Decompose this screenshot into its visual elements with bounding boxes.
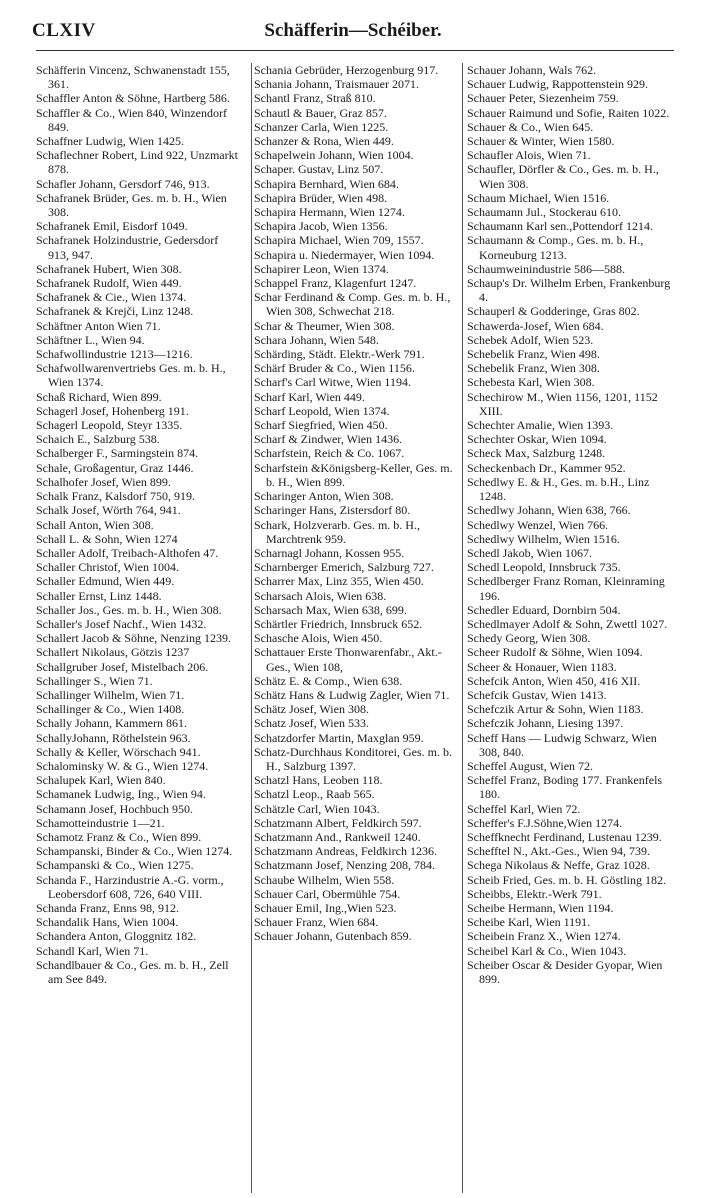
directory-entry: Schaumann & Comp., Ges. m. b. H., Korneuburg 1213. [467, 233, 644, 262]
directory-entry: Scheffel Karl, Wien 72. [467, 801, 581, 816]
directory-entry: Scheib Fried, Ges. m. b. H. Göstling 182. [467, 872, 666, 887]
directory-entry: Schaß Richard, Wien 899. [36, 389, 162, 404]
directory-entry: Scharinger Anton, Wien 308. [254, 489, 394, 504]
directory-entry: Schapira Bernhard, Wien 684. [254, 176, 399, 191]
directory-entry: Schale, Großagentur, Graz 1446. [36, 460, 194, 475]
directory-entry: Schatzl Hans, Leoben 118. [254, 773, 383, 788]
directory-entry: Scheffknecht Ferdinand, Lustenau 1239. [467, 829, 662, 844]
page-number: CLXIV [32, 20, 96, 41]
directory-entry: Schaflechner Robert, Lind 922, Unzmarkt 878. [36, 148, 238, 177]
directory-entry: Schanda F., Harzindustrie A.-G. vorm., Leobersdorf 608, 726, 640 VIII. [36, 872, 224, 901]
directory-entry: Schedlmayer Adolf & Sohn, Zwettl 1027. [467, 616, 668, 631]
directory-entry: Schapira Jacob, Wien 1356. [254, 219, 388, 234]
directory-entry: Schaumann Karl sen.,Pottendorf 1214. [467, 219, 653, 234]
directory-entry: Schedlwy Wenzel, Wien 766. [467, 517, 609, 532]
directory-entry: Schauer Johann, Wals 762. [467, 63, 597, 77]
directory-entry: Schandalik Hans, Wien 1004. [36, 915, 179, 930]
directory-entry: Schally & Keller, Wörschach 941. [36, 744, 201, 759]
directory-entry: Schania Gebrüder, Herzogenburg 917. [254, 63, 439, 77]
directory-entry: Schefczik Artur & Sohn, Wien 1183. [467, 702, 644, 717]
directory-entry: Schanda Franz, Enns 98, 912. [36, 900, 179, 915]
directory-entry: Scheffel Franz, Boding 177. Frankenfels 180. [467, 773, 663, 802]
directory-entry: Schallinger & Co., Wien 1408. [36, 702, 185, 717]
directory-entry: Schefftel N., Akt.-Ges., Wien 94, 739. [467, 844, 651, 859]
directory-entry: Schedlwy Johann, Wien 638, 766. [467, 503, 631, 518]
column-2 [251, 63, 457, 1193]
directory-entry: Schalk Josef, Wörth 764, 941. [36, 503, 181, 518]
directory-entry: Scharf Leopold, Wien 1374. [254, 403, 390, 418]
directory-entry: Schäfferin Vincenz, Schwanenstadt 155, 361. [36, 63, 230, 92]
directory-entry: Schauer Peter, Siezenheim 759. [467, 91, 619, 106]
directory-entry: Schefczik Johann, Liesing 1397. [467, 716, 624, 731]
directory-entry: Schauer Franz, Wien 684. [254, 915, 379, 930]
directory-entry: Schandl Karl, Wien 71. [36, 943, 149, 958]
directory-entry: Schätz Josef, Wien 308. [254, 702, 369, 717]
directory-entry: Schäftner L., Wien 94. [36, 332, 145, 347]
directory-entry: Scheck Max, Salzburg 1248. [467, 446, 606, 461]
directory-entry: Schedl Leopold, Innsbruck 735. [467, 560, 621, 575]
column-3 [462, 63, 674, 1193]
running-title: Schäfferin—Schéiber. [264, 20, 442, 41]
directory-entry: Schauer & Co., Wien 645. [467, 119, 594, 134]
directory-entry: Schätzle Carl, Wien 1043. [254, 801, 380, 816]
directory-entry: Schania Johann, Traismauer 2071. [254, 77, 419, 92]
directory-entry: Schafranek & Cie., Wien 1374. [36, 290, 187, 305]
directory-entry: Schätz Hans & Ludwig Zagler, Wien 71. [254, 687, 450, 702]
directory-entry: Schark, Holzverarb. Ges. m. b. H., Marchtrenk 959. [254, 517, 420, 546]
directory-entry: Schapirer Leon, Wien 1374. [254, 261, 389, 276]
directory-entry: Schara Johann, Wien 548. [254, 332, 379, 347]
directory-entry: Schefcik Gustav, Wien 1413. [467, 687, 607, 702]
directory-entry: Schebelik Franz, Wien 498. [467, 347, 600, 362]
directory-entry: Schaller's Josef Nachf., Wien 1432. [36, 616, 207, 631]
directory-entry: Scharf & Zindwer, Wien 1436. [254, 432, 403, 447]
directory-entry: Scharf Siegfried, Wien 450. [254, 418, 388, 433]
directory-entry: Schedlberger Franz Roman, Kleinraming 196. [467, 574, 665, 603]
directory-entry: Schattauer Erste Thonwarenfabr., Akt.-Ges., Wien 108, [254, 645, 442, 674]
directory-entry: Schärtler Friedrich, Innsbruck 652. [254, 616, 423, 631]
directory-entry: Schauer Carl, Obermühle 754. [254, 886, 401, 901]
directory-entry: Schafranek & Krejči, Linz 1248. [36, 304, 194, 319]
directory-entry: Schaffler & Co., Wien 840, Winzendorf 849. [36, 105, 227, 134]
directory-entry: SchallyJohann, Röthelstein 963. [36, 730, 191, 745]
directory-entry: Schauer Ludwig, Rappottenstein 929. [467, 77, 648, 92]
directory-entry: Schagerl Leopold, Steyr 1335. [36, 418, 183, 433]
page-header [0, 20, 706, 48]
directory-entry: Schatzmann And., Rankweil 1240. [254, 829, 421, 844]
directory-entry: Scheibe Karl, Wien 1191. [467, 915, 591, 930]
directory-entry: Schatzmann Josef, Nenzing 208, 784. [254, 858, 435, 873]
directory-entry: Schechter Amalie, Wien 1393. [467, 418, 614, 433]
directory-entry: Schafranek Hubert, Wien 308. [36, 261, 182, 276]
directory-entry: Schawerda-Josef, Wien 684. [467, 318, 604, 333]
directory-entry: Schedy Georg, Wien 308. [467, 631, 591, 646]
directory-entry: Schafranek Emil, Eisdorf 1049. [36, 219, 188, 234]
directory-entry: Schalk Franz, Kalsdorf 750, 919. [36, 489, 195, 504]
directory-entry: Schafwollwarenvertriebs Ges. m. b. H., Wien 1374. [36, 361, 226, 390]
directory-entry: Schaller Ernst, Linz 1448. [36, 588, 162, 603]
directory-entry: Schandera Anton, Gloggnitz 182. [36, 929, 197, 944]
directory-entry: Schäftner Anton Wien 71. [36, 318, 161, 333]
directory-entry: Schaller Christof, Wien 1004. [36, 560, 179, 575]
directory-entry: Scharfstein, Reich & Co. 1067. [254, 446, 405, 461]
directory-entry: Schallinger S., Wien 71. [36, 673, 153, 688]
directory-entry: Scheer & Honauer, Wien 1183. [467, 659, 617, 674]
directory-entry: Schatzmann Andreas, Feldkirch 1236. [254, 844, 437, 859]
directory-entry: Schamotteindustrie 1—21. [36, 815, 165, 830]
directory-entry: Scheiber Oscar & Desider Gyopar, Wien 899. [467, 957, 663, 986]
directory-entry: Scheckenbach Dr., Kammer 952. [467, 460, 626, 475]
directory-entry: Schauer Johann, Gutenbach 859. [254, 929, 412, 944]
directory-entry: Scharrer Max, Linz 355, Wien 450. [254, 574, 424, 589]
directory-entry: Schaller Adolf, Treibach-Althofen 47. [36, 545, 219, 560]
directory-entry: Schedler Eduard, Dornbirn 504. [467, 602, 621, 617]
directory-entry: Scharnberger Emerich, Salzburg 727. [254, 560, 434, 575]
directory-entry: Scheff Hans — Ludwig Schwarz, Wien 308, 840. [467, 730, 657, 759]
directory-entry: Schapelwein Johann, Wien 1004. [254, 148, 414, 163]
directory-entry: Schega Nikolaus & Neffe, Graz 1028. [467, 858, 650, 873]
directory-entry: Schaffner Ludwig, Wien 1425. [36, 134, 185, 149]
directory-entry: Schappel Franz, Klagenfurt 1247. [254, 276, 417, 291]
directory-entry: Schaumann Jul., Stockerau 610. [467, 205, 621, 220]
directory-entry: Schafranek Holzindustrie, Gedersdorf 913, 947. [36, 233, 219, 262]
directory-entry: Scheibein Franz X., Wien 1274. [467, 929, 621, 944]
directory-entry: Schaller Edmund, Wien 449. [36, 574, 175, 589]
directory-entry: Schallgruber Josef, Mistelbach 206. [36, 659, 209, 674]
directory-entry: Schampanski, Binder & Co., Wien 1274. [36, 844, 233, 859]
directory-entry: Schapira u. Niedermayer, Wien 1094. [254, 247, 435, 262]
directory-entry: Schedlwy Wilhelm, Wien 1516. [467, 531, 620, 546]
directory-entry: Schallert Jacob & Söhne, Nenzing 1239. [36, 631, 231, 646]
directory-entry: Schar Ferdinand & Comp. Ges. m. b. H., Wien 308, Schwechat 218. [254, 290, 451, 319]
directory-entry: Schaup's Dr. Wilhelm Erben, Frankenburg 4. [467, 276, 671, 305]
directory-entry: Schaumweinindustrie 586—588. [467, 261, 625, 276]
directory-entry: Scharnagl Johann, Kossen 955. [254, 545, 405, 560]
directory-entry: Schamotz Franz & Co., Wien 899. [36, 829, 202, 844]
directory-entry: Schaum Michael, Wien 1516. [467, 190, 610, 205]
directory-entry: Scheibel Karl & Co., Wien 1043. [467, 943, 627, 958]
directory-entry: Schagerl Josef, Hohenberg 191. [36, 403, 189, 418]
directory-entry: Schauer Emil, Ing.,Wien 523. [254, 900, 397, 915]
directory-entry: Schally Johann, Kammern 861. [36, 716, 187, 731]
directory-entry: Schaufler Alois, Wien 71. [467, 148, 591, 163]
directory-entry: Schautl & Bauer, Graz 857. [254, 105, 387, 120]
directory-entry: Schatzmann Albert, Feldkirch 597. [254, 815, 422, 830]
directory-entry: Schalberger F., Sarmingstein 874. [36, 446, 199, 461]
directory-entry: Schampanski & Co., Wien 1275. [36, 858, 194, 873]
directory-entry: Scheibbs, Elektr.-Werk 791. [467, 886, 602, 901]
directory-entry: Schall L. & Sohn, Wien 1274 [36, 531, 178, 546]
header-rule [36, 50, 674, 51]
directory-entry: Schallert Nikolaus, Götzis 1237 [36, 645, 190, 660]
directory-entry: Schallinger Wilhelm, Wien 71. [36, 687, 185, 702]
directory-entry: Schärding, Städt. Elektr.-Werk 791. [254, 347, 425, 362]
directory-entry: Scharinger Hans, Zistersdorf 80. [254, 503, 411, 518]
directory-entry: Schafranek Rudolf, Wien 449. [36, 276, 182, 291]
directory-entry: Schaich E., Salzburg 538. [36, 432, 160, 447]
directory-entry: Schasche Alois, Wien 450. [254, 631, 383, 646]
directory-entry: Schärf Bruder & Co., Wien 1156. [254, 361, 415, 376]
directory-entry: Schapira Brüder, Wien 498. [254, 190, 388, 205]
directory-entry: Schechirow M., Wien 1156, 1201, 1152 XIII. [467, 389, 658, 418]
directory-entry: Schatz Josef, Wien 533. [254, 716, 369, 731]
directory-entry: Schafranek Brüder, Ges. m. b. H., Wien 308. [36, 190, 227, 220]
directory-entry: Scheffer's F.J.Söhne,Wien 1274. [467, 815, 623, 830]
directory-entry: Schalupek Karl, Wien 840. [36, 773, 166, 788]
directory-entry: Scheffel August, Wien 72. [467, 758, 594, 773]
directory-entry: Schapira Michael, Wien 709, 1557. [254, 233, 424, 248]
directory-entry: Schebelik Franz, Wien 308. [467, 361, 600, 376]
directory-entry: Schalhofer Josef, Wien 899. [36, 474, 171, 489]
directory-entry: Scharf's Carl Witwe, Wien 1194. [254, 375, 411, 390]
directory-entry: Schafler Johann, Gersdorf 746, 913. [36, 176, 210, 191]
directory-entry: Schalominsky W. & G., Wien 1274. [36, 758, 209, 773]
directory-entry: Schedlwy E. & H., Ges. m. b.H., Linz 1248. [467, 474, 650, 504]
directory-entry: Schamann Josef, Hochbuch 950. [36, 801, 193, 816]
directory-entry: Schauperl & Godderinge, Gras 802. [467, 304, 640, 319]
directory-entry: Schaufler, Dörfler & Co., Ges. m. b. H., Wien 308. [467, 162, 659, 191]
directory-entry: Schapira Hermann, Wien 1274. [254, 205, 405, 220]
directory-entry: Scharsach Max, Wien 638, 699. [254, 602, 407, 617]
directory-entry: Schatzdorfer Martin, Maxglan 959. [254, 730, 424, 745]
directory-entry: Schechter Oskar, Wien 1094. [467, 432, 607, 447]
directory-entry: Schamanek Ludwig, Ing., Wien 94. [36, 787, 206, 802]
directory-entry: Schaffler Anton & Söhne, Hartberg 586. [36, 91, 230, 106]
directory-entry: Schätz E. & Comp., Wien 638. [254, 673, 403, 688]
directory-entry: Schall Anton, Wien 308. [36, 517, 154, 532]
directory-entry: Schaller Jos., Ges. m. b. H., Wien 308. [36, 602, 222, 617]
directory-entry: Schaper. Gustav, Linz 507. [254, 162, 384, 177]
directory-entry: Scharf Karl, Wien 449. [254, 389, 365, 404]
directory-entry: Schandlbauer & Co., Ges. m. b. H., Zell am See 849. [36, 957, 229, 986]
directory-entry: Schatz-Durchhaus Konditorei, Ges. m. b. H., Salzburg 1397. [254, 744, 452, 773]
directory-entry: Schauer Raimund und Sofie, Raiten 1022. [467, 105, 670, 120]
directory-entry: Schebesta Karl, Wien 308. [467, 375, 595, 390]
directory-entry: Scheibe Hermann, Wien 1194. [467, 900, 614, 915]
directory-entry: Scheer Rudolf & Söhne, Wien 1094. [467, 645, 643, 660]
column-1 [36, 63, 240, 1193]
directory-entry: Schefcik Anton, Wien 450, 416 XII. [467, 673, 641, 688]
directory-entry: Schauer & Winter, Wien 1580. [467, 134, 615, 149]
directory-entry: Schanzer Carla, Wien 1225. [254, 119, 389, 134]
directory-entry: Schantl Franz, Straß 810. [254, 91, 376, 106]
directory-entry: Schafwollindustrie 1213—1216. [36, 347, 193, 362]
directory-entry: Schar & Theumer, Wien 308. [254, 318, 395, 333]
directory-entry: Schedl Jakob, Wien 1067. [467, 545, 592, 560]
directory-entry: Scharfstein &Königsberg-Keller, Ges. m. b. H., Wien 899. [254, 460, 453, 489]
directory-entry: Schaube Wilhelm, Wien 558. [254, 872, 395, 887]
directory-entry: Schanzer & Rona, Wien 449. [254, 134, 394, 149]
directory-entry: Schebek Adolf, Wien 523. [467, 332, 594, 347]
directory-entry: Scharsach Alois, Wien 638. [254, 588, 387, 603]
directory-entry: Schatzl Leop., Raab 565. [254, 787, 375, 802]
